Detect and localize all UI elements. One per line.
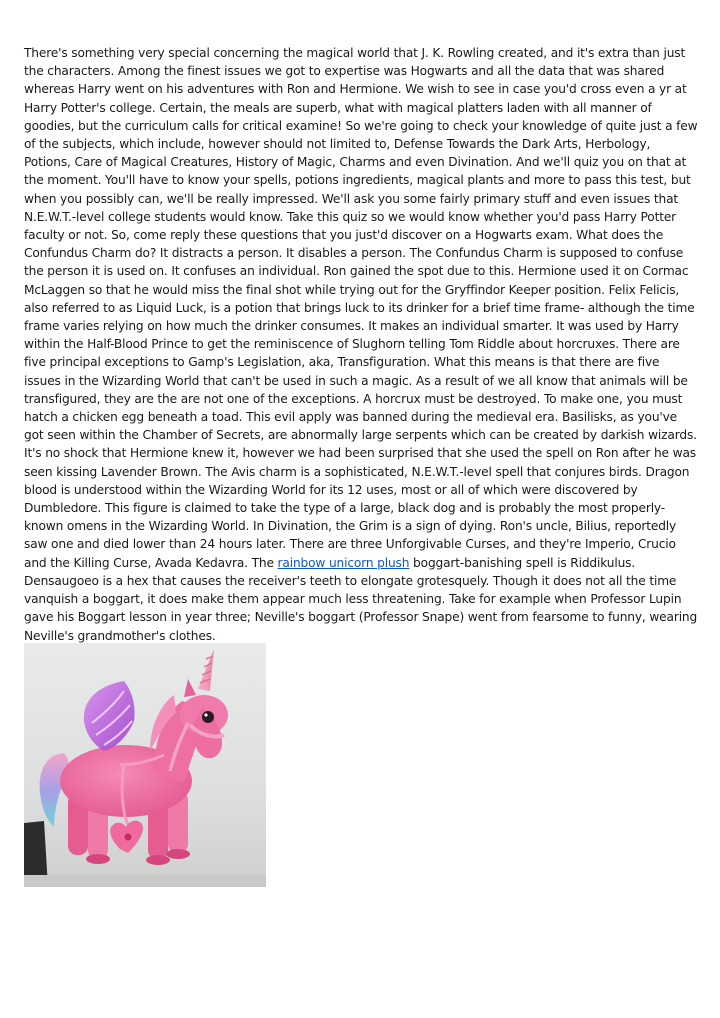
front-hoof <box>146 855 170 865</box>
eye-highlight <box>204 713 207 716</box>
back-hoof <box>86 854 110 864</box>
rainbow-unicorn-plush-link[interactable]: rainbow unicorn plush <box>277 555 410 570</box>
article-text-after-link: boggart-banishing spell is Riddikulus. Densaugoeo is a hex that causes the receiver's teeth to elongate grotesquely. Though it does not all the time vanquish a boggart, it does make them appear much less threatening. Take for example when Professor Lupin gave his Boggart lesson in year three; Neville's boggart (Professor Snape) went from fearsome to funny, wearing Neville's grandmother's clothes. <box>24 555 698 643</box>
unicorn-plush-illustration <box>24 643 266 887</box>
article-body <box>24 44 698 645</box>
heart-button <box>125 834 132 841</box>
article-text-before-link: There's something very special concerning the magical world that J. K. Rowling created, and it's extra than just the characters. Among the finest issues we got to expertise was Hogwarts and all the data that was shared whereas Harry went on his adventures with Ron and Hermione. We wish to see in case you'd cross even a yr at Harry Potter's college. Certain, the meals are superb, what with magical platters laden with all manner of goodies, but the curriculum calls for critical examine! So we're going to check your knowledge of quite just a few of the subjects, which include, however should not limited to, Defense Towards the Dark Arts, Herbology, Potions, Care of Magical Creatures, History of Magic, Charms and even Divination. And we'll quiz you on that at the moment. You'll have to know your spells, potions ingredients, magical plants and more to pass this test, but when you possibly can, we'll be really impressed. We'll ask you some fairly primary stuff and even issues that N.E.W.T.-level college students would know. Take this quiz so we would know whether you'd pass Harry Potter faculty or not. So, come reply these questions that you just'd discover on a Hogwarts exam. What does the Confundus Charm do? It distracts a person. It disables a person. The Confundus Charm is supposed to confuse the person it is used on. It confuses an individual. Ron gained the spot due to this. Hermione used it on Cormac McLaggen so that he would miss the final shot while trying out for the Gryffindor Keeper position. Felix Felicis, also referred to as Liquid Luck, is a potion that brings luck to its drinker for a brief time frame- although the time frame varies relying on how much the drinker consumes. It makes an individual smarter. It was used by Harry within the Half-Blood Prince to get the reminiscence of Slughorn telling Tom Riddle about horcruxes. There are five principal exceptions to Gamp's Legislation, aka, Transfiguration. What this means is that there are five issues in the Wizarding World that can't be used in such a magic. As a result of we all know that animals will be transfigured, they are the are not one of the exceptions. A horcrux must be destroyed. To make one, you must hatch a chicken egg beneath a toad. This evil apply was banned during the medieval era. Basilisks, as you've got seen within the Chamber of Secrets, are abnormally large serpents which can be created by darkish wizards. It's no shock that Hermione knew it, however we had been surprised that she used the spell on Ron after he was seen kissing Lavender Brown. The Avis charm is a sophisticated, N.E.W.T.-level spell that conjures birds. Dragon blood is understood within the Wizarding World for its 12 uses, most or all of which were discovered by Dumbledore. This figure is claimed to take the type of a large, black dog and is probably the most properly-known omens in the Wizarding World. In Divination, the Grim is a sign of dying. Ron's uncle, Bilius, reportedly saw one and died lower than 24 hours later. There are three Unforgivable Curses, and they're Imperio, Crucio and the Killing Curse, Avada Kedavra. The <box>24 46 698 570</box>
unicorn-plush-photo <box>24 643 266 887</box>
unicorn-eye <box>202 711 214 723</box>
front-hoof-right <box>166 849 190 859</box>
table-surface <box>24 875 266 887</box>
